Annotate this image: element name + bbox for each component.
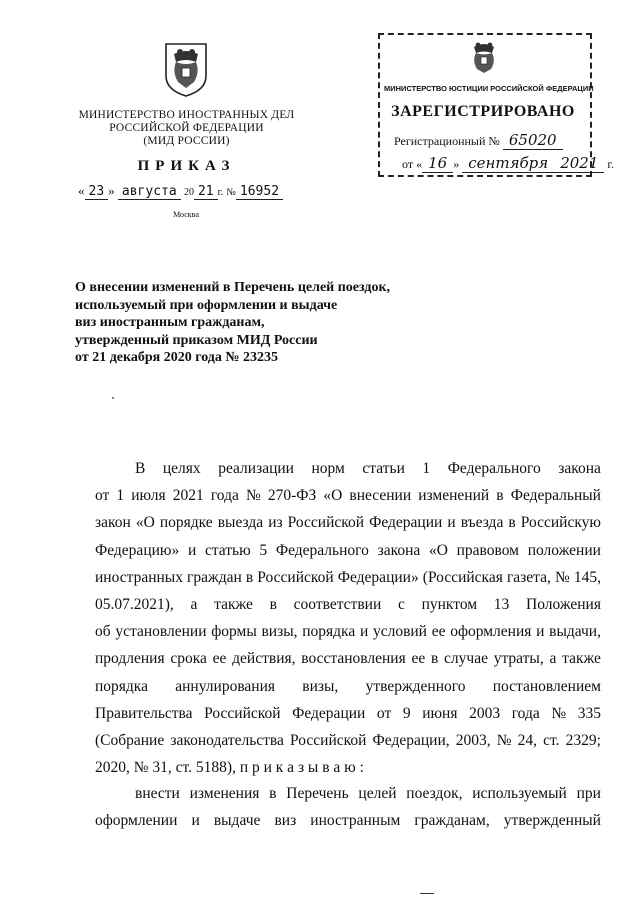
word: 2021 bbox=[172, 487, 204, 505]
word: закон bbox=[95, 514, 131, 532]
word: изменений bbox=[418, 487, 490, 505]
word: оформлении bbox=[95, 812, 178, 830]
word: из bbox=[268, 514, 283, 532]
word: Федерации bbox=[369, 514, 443, 532]
body-line bbox=[95, 509, 601, 536]
word: 9 bbox=[402, 704, 411, 722]
word: Российской bbox=[204, 704, 281, 722]
body-line bbox=[95, 807, 601, 834]
word: Федерального bbox=[447, 460, 541, 477]
order-number: 16952 bbox=[236, 184, 283, 200]
word: закона bbox=[558, 460, 601, 477]
word: в bbox=[269, 595, 277, 613]
word: иностранным bbox=[310, 812, 401, 830]
word: 2003 bbox=[469, 704, 501, 722]
title-line: О внесении изменений в Перечень целей поездок, bbox=[75, 280, 391, 295]
word: июля bbox=[131, 487, 166, 505]
word: Федерации bbox=[292, 704, 366, 722]
word: ее bbox=[212, 650, 227, 668]
word: при bbox=[576, 785, 601, 802]
word: В bbox=[135, 460, 146, 477]
stamp-year: 2021 bbox=[554, 154, 604, 173]
stamp-reg-number: 65020 bbox=[503, 131, 563, 150]
word: Российской bbox=[287, 514, 365, 532]
word: утраты, bbox=[493, 650, 544, 668]
word: Положения bbox=[526, 595, 601, 613]
word: и bbox=[359, 623, 369, 641]
ministry-line: РОССИЙСКОЙ ФЕДЕРАЦИИ bbox=[109, 122, 264, 134]
body-line bbox=[95, 537, 601, 564]
word: ее bbox=[411, 650, 426, 668]
title-line: используемый при оформлении и выдаче bbox=[75, 297, 338, 313]
word: и bbox=[447, 514, 456, 532]
stamp-emblem-icon bbox=[467, 39, 501, 75]
word: реализации bbox=[218, 460, 294, 477]
body-line bbox=[95, 700, 601, 727]
stamp-status: ЗАРЕГИСТРИРОВАНО bbox=[391, 103, 575, 120]
title-line: утвержденный приказом МИД России bbox=[75, 332, 318, 348]
word: 5 bbox=[259, 541, 268, 559]
ministry-name bbox=[60, 109, 313, 148]
word: случае bbox=[444, 650, 488, 668]
order-number-label: № bbox=[226, 187, 236, 198]
date-open-quote: « bbox=[78, 183, 85, 198]
word: целях bbox=[162, 460, 201, 477]
word: используемый bbox=[472, 785, 567, 802]
word: в bbox=[430, 650, 439, 668]
word: и bbox=[536, 623, 545, 641]
word: аннулирования bbox=[175, 677, 276, 695]
city: Москва bbox=[173, 210, 199, 219]
word: гражданам, bbox=[414, 812, 490, 830]
word: закона bbox=[377, 541, 421, 559]
word: продления bbox=[95, 650, 165, 668]
word: 270-ФЗ bbox=[267, 487, 317, 505]
word: и bbox=[191, 812, 200, 830]
word: положении bbox=[527, 541, 601, 559]
word: (Собрание bbox=[95, 731, 165, 749]
word: поездок, bbox=[406, 785, 463, 802]
title-line: от 21 декабря 2020 года № 23235 bbox=[75, 350, 278, 366]
word: иностранных bbox=[95, 568, 183, 586]
word: въезда bbox=[460, 514, 504, 532]
stamp-date-line: от « 16 » сентября 2021 г. bbox=[402, 154, 614, 172]
word: порядка bbox=[95, 677, 148, 695]
word: 2003, bbox=[455, 731, 491, 749]
title-line: виз иностранным гражданам, bbox=[75, 315, 265, 331]
document-title bbox=[75, 279, 455, 367]
word: (Российская bbox=[422, 568, 503, 586]
body-paragraph-2 bbox=[95, 780, 601, 834]
date-year-suffix: г. bbox=[217, 187, 224, 198]
word: формы bbox=[211, 623, 257, 641]
body-line bbox=[95, 780, 601, 807]
body-line bbox=[95, 482, 601, 509]
word: 13 bbox=[493, 595, 510, 613]
date-day: 23 bbox=[85, 184, 109, 200]
word: и bbox=[187, 541, 197, 559]
coat-of-arms-icon bbox=[160, 40, 212, 98]
body-line bbox=[95, 618, 601, 645]
word: статьи bbox=[362, 460, 405, 477]
stamp-year-suffix: г. bbox=[607, 157, 614, 171]
word: об bbox=[95, 623, 111, 641]
body-line bbox=[95, 673, 601, 700]
word: также bbox=[214, 595, 253, 613]
word: постановлением bbox=[492, 677, 601, 695]
order-date-line bbox=[78, 183, 318, 199]
word: «О bbox=[135, 514, 155, 532]
document-type: ПРИКАЗ bbox=[137, 158, 236, 174]
date-month: августа bbox=[118, 184, 181, 200]
scan-speck bbox=[112, 397, 114, 399]
word: внесении bbox=[349, 487, 412, 505]
body-paragraph-1 bbox=[95, 455, 601, 781]
body-line bbox=[95, 564, 601, 591]
word: выезда bbox=[217, 514, 264, 532]
word: также bbox=[562, 650, 601, 668]
word: № bbox=[496, 731, 512, 749]
word: граждан bbox=[187, 568, 242, 586]
word: целей bbox=[358, 785, 397, 802]
word: с bbox=[397, 595, 405, 613]
body-line bbox=[95, 645, 601, 672]
word: 1 bbox=[422, 460, 431, 477]
word: 05.07.2021), bbox=[95, 595, 174, 613]
word: визы, bbox=[302, 677, 339, 695]
word: 1 bbox=[116, 487, 125, 505]
word: № bbox=[554, 568, 570, 586]
word: газета, bbox=[506, 568, 551, 586]
word: Российскую bbox=[520, 514, 601, 532]
word: визы, bbox=[261, 623, 298, 641]
word: порядке bbox=[159, 514, 213, 532]
word: «О bbox=[323, 487, 343, 505]
date-year-prefix: 20 bbox=[183, 187, 194, 198]
stamp-day: 16 bbox=[422, 154, 453, 173]
word: Перечень bbox=[286, 785, 349, 802]
word: от bbox=[376, 704, 392, 722]
word: восстановления bbox=[301, 650, 406, 668]
word: оформления bbox=[450, 623, 532, 641]
word: изменения bbox=[189, 785, 260, 802]
body-line bbox=[95, 727, 601, 754]
word: июня bbox=[422, 704, 458, 722]
date-close-quote: » bbox=[108, 183, 115, 198]
stamp-month: сентября bbox=[462, 154, 554, 173]
word: в bbox=[508, 514, 516, 532]
date-year: 21 bbox=[194, 184, 218, 200]
word: Правительства bbox=[95, 704, 193, 722]
word: № bbox=[551, 704, 567, 722]
word: от bbox=[95, 487, 110, 505]
word: пунктом bbox=[421, 595, 478, 613]
word: года bbox=[511, 704, 540, 722]
body-line bbox=[95, 455, 601, 482]
word: ее bbox=[431, 623, 446, 641]
stamp-date-label: от bbox=[402, 157, 414, 171]
stamp-ministry: МИНИСТЕРСТВО ЮСТИЦИИ РОССИЙСКОЙ ФЕДЕРАЦИИ bbox=[384, 84, 594, 93]
word: Российской bbox=[257, 568, 334, 586]
word: законодательства bbox=[170, 731, 284, 749]
word: выдачи, bbox=[549, 623, 601, 641]
word: соответствии bbox=[293, 595, 382, 613]
word: условий bbox=[372, 623, 427, 641]
word: Федерации» bbox=[337, 568, 419, 586]
word: 24, bbox=[517, 731, 537, 749]
word: 2329; bbox=[565, 731, 601, 749]
word: «О bbox=[428, 541, 448, 559]
word: статью bbox=[204, 541, 251, 559]
word: утвержденного bbox=[365, 677, 466, 695]
word: Федерации, bbox=[372, 731, 450, 749]
registration-stamp bbox=[378, 33, 614, 177]
word: Российской bbox=[290, 731, 367, 749]
word: действия, bbox=[232, 650, 296, 668]
word: а bbox=[190, 595, 198, 613]
scan-mark bbox=[420, 893, 434, 896]
ministry-line: МИНИСТЕРСТВО ИНОСТРАННЫХ ДЕЛ bbox=[78, 109, 295, 121]
word: срока bbox=[170, 650, 207, 668]
word: виз bbox=[274, 812, 297, 830]
word: выдаче bbox=[213, 812, 261, 830]
word: 335 bbox=[577, 704, 601, 722]
word: Федерального bbox=[275, 541, 369, 559]
word: ст. bbox=[543, 731, 560, 749]
body-line: 2020, № 31, ст. 5188), п р и к а з ы в а ю : bbox=[95, 759, 364, 777]
word: утвержденный bbox=[503, 812, 601, 830]
word: в bbox=[245, 568, 254, 586]
word: № bbox=[245, 487, 261, 505]
word: правовом bbox=[456, 541, 519, 559]
word: порядка bbox=[302, 623, 356, 641]
word: в bbox=[269, 785, 277, 802]
ministry-line: (МИД РОССИИ) bbox=[143, 135, 230, 147]
stamp-reg-line bbox=[394, 131, 584, 149]
word: установлении bbox=[115, 623, 207, 641]
word: Федерацию» bbox=[95, 541, 180, 559]
body-line bbox=[95, 591, 601, 618]
word: года bbox=[210, 487, 239, 505]
word: внести bbox=[135, 785, 180, 802]
stamp-reg-label: Регистрационный № bbox=[394, 134, 500, 148]
word: норм bbox=[311, 460, 345, 477]
word: Федеральный bbox=[510, 487, 601, 505]
word: в bbox=[496, 487, 504, 505]
word: 145, bbox=[573, 568, 601, 586]
word: а bbox=[549, 650, 557, 668]
